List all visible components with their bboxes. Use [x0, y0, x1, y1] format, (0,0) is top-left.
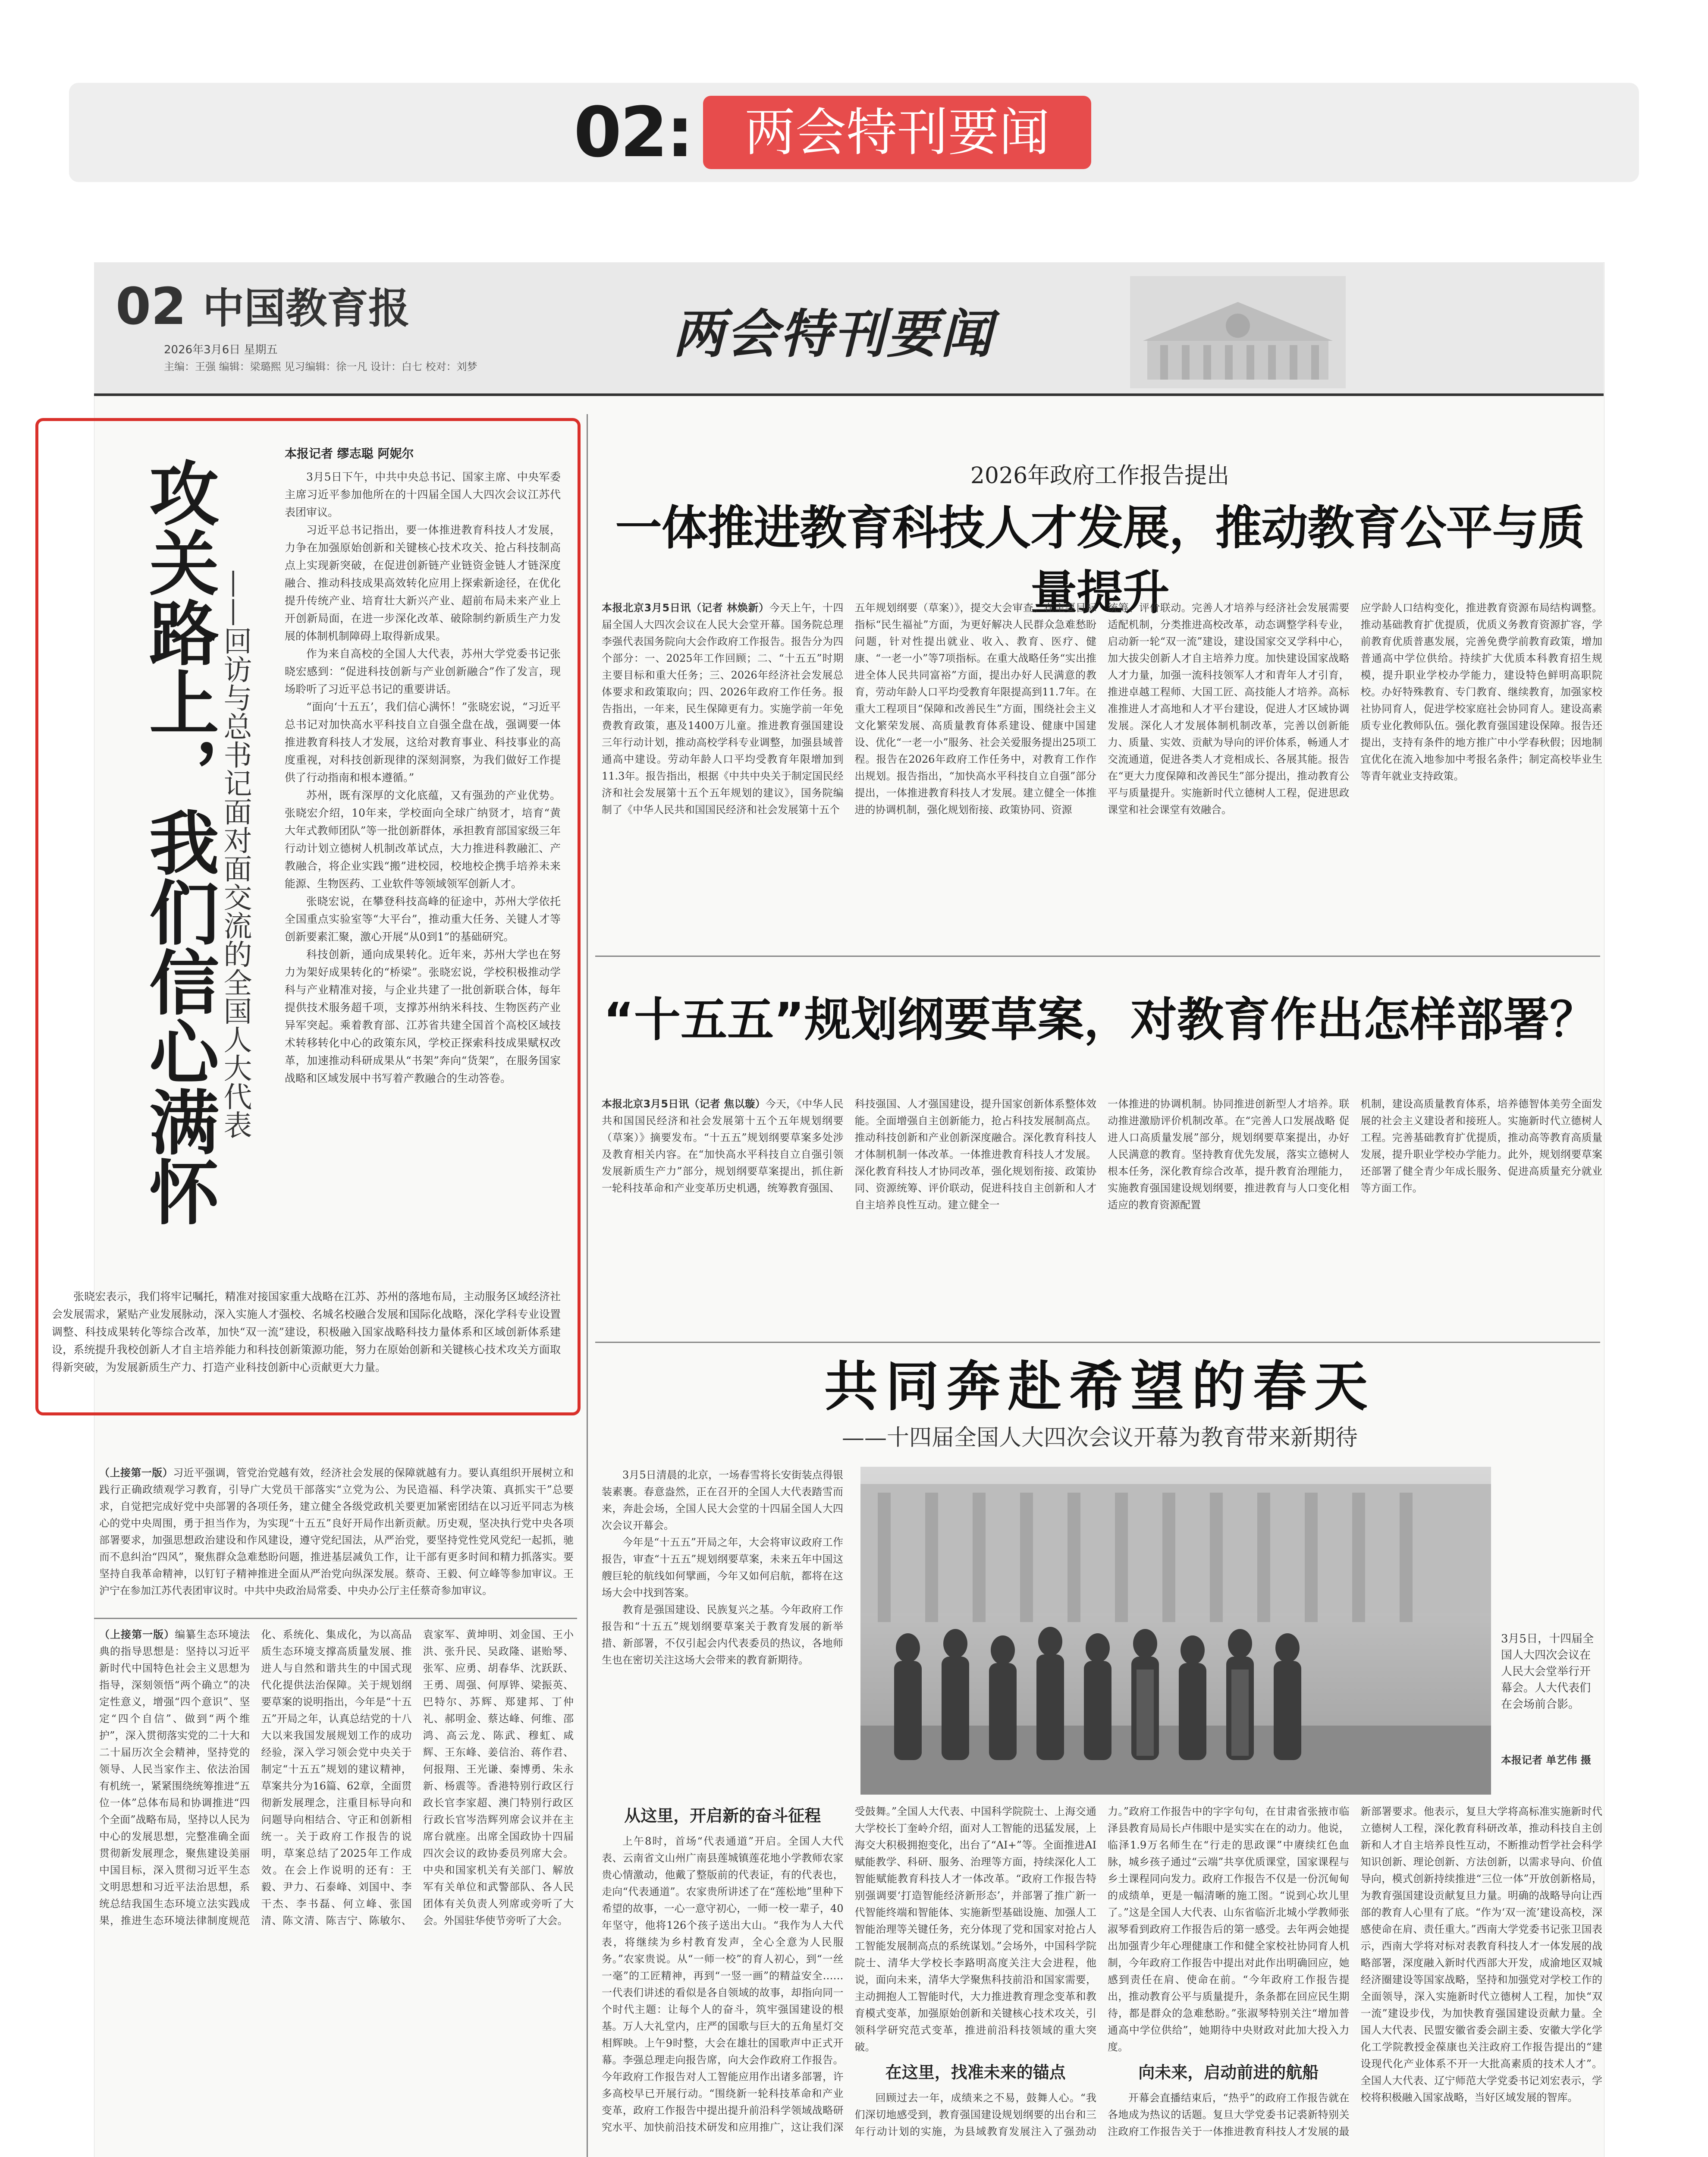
article1-body — [602, 600, 1602, 949]
divider — [94, 1618, 577, 1619]
article3-paragraph: 今年是“十五五”开局之年，大会将审议政府工作报告，审查“十五五”规划纲要草案，未来五年中国这艘巨轮的航线如何擘画，今年又如何启航，都将在这场大会中找到答案。 — [602, 1536, 843, 1599]
continued-story-1 — [99, 1465, 574, 1616]
article1-headline: 一体推进教育科技人才发展，推动教育公平与质量提升 — [615, 501, 1585, 620]
article2-headline: “十五五”规划纲要草案，对教育作出怎样部署？ — [603, 993, 1596, 1047]
column-divider — [587, 414, 588, 2157]
photo-credit: 本报记者 单艺伟 摄 — [1501, 1754, 1591, 1766]
delegates-group-photo — [860, 1467, 1491, 1795]
article2-column: 本报北京3月5日讯（记者 焦以璇）今天，《中华人民共和国国民经济和社会发展第十五个五年规划纲要（草案）》摘要发布。“十五五”规划纲要草案多处涉及教育相关内容。在“加快高水平科技自立自强引领发展新质生产力”部分，规划纲要草案提出，抓住新一轮科技革命和产业变革历史机遇，统筹教育强国、 — [602, 1098, 844, 1194]
article3-paragraph: 3月5日清晨的北京，一场春雪将长安街装点得银装素裹。春意盎然，正在召开的全国人大代表踏雪而来，奔赴会场，全国人民大会堂的十四届全国人大四次会议开幕会。 — [602, 1469, 843, 1531]
article2-column: 一体推进的协调机制。协同推进创新型人才培养。联动推进激励评价机制改革。在“完善人口发展战略 促进人口高质量发展”部分，规划纲要草案提出，办好人民满意的教育。坚持教育优先发展，落实立德树人根本任务，深化教育综合改革，提升教育治理能力，实施教育强国建设规划纲要，推进教育与人口变化相适应的教育资源配置 — [1108, 1098, 1350, 1211]
article3-paragraph: 开幕会直播结束后，“热乎”的政府工作报告就在各地成为热议的话题。复旦大学党委书记裘新特别关注政府工作报告关于一体推进教育科技人才发展的最新部署要求。他表示，复旦大学将高标准实施新时代立德树人工程，深化教育科研改革，推动科技自主创新和人才自主培养良性互动，不断推动哲学社会科学知识创新、理论创新、方法创新，以需求导向、价值导向，模式创新持续推进“三位一体”开放创新格局，为教育强国建设贡献复旦力量。明确的战略导向让西部的教育人心里有了底。“作为‘双一流’建设高校，深感使命在肩、责任重大。”西南大学党委书记张卫国表示，西南大学将对标对表教育科技人才一体发展的战略部署，深度融入新时代西部大开发，成渝地区双城经济圈建设等国家战略，坚持和加强党对学校工作的全面领导，深入实施新时代立德树人工程，加快“双一流”建设步伐，为加快教育强国建设贡献力量。全国人大代表、民盟安徽省委会副主委、安徽大学化学化工学院教授金葆康也关注政府工作报告提出的“建设现代化产业体系不开一大批高素质的技术人才”。全国人大代表、辽宁师范大学党委书记刘宏表示，学校将积极融入国家战略，当好区域发展的智库。 — [1108, 1805, 1602, 2138]
article2-column: 机制，建设高质量教育体系，培养德智体美劳全面发展的社会主义建设者和接班人。实施新时代立德树人工程。完善基础教育扩优提质，推动高等教育高质量发展，提升职业学校办学能力。此外，规划纲要草案还部署了健全青少年成长服务、促进高质量充分就业等方面工作。 — [1360, 1098, 1602, 1194]
continued-text: 编纂生态环境法典的指导思想是：坚持以习近平新时代中国特色社会主义思想为指导，深刻领悟“两个确立”的决定性意义，增强“四个意识”、坚定“四个自信”、做到“两个维护”，深入贯彻落实党的二十大和二十届历次全会精神，坚持党的领导、人民当家作主、依法治国有机统一，紧紧围绕统筹推进“五位一体”总体布局和协调推进“四个全面”战略布局，坚持以人民为中心的发展思想，完整准确全面贯彻新发展理念，聚焦建设美丽中国目标，深入贯彻习近平生态文明思想和习近平法治思想，系统总结我国生态环境立法实践成果，推进生态环境法律制度规范化、系统化、集成化，为以高品质生态环境支撑高质量发展、推进人与自然和谐共生的中国式现代化提供法治保障。关于规划纲要草案的说明指出，今年是“十五五”开局之年，认真总结党的十八大以来我国发展规划工作的成功经验，深入学习领会党中央关于制定“十五五”规划的建议精神，草案共分为16篇、62章，全面贯彻新发展理念，注重目标导向和问题导向相结合、守正和创新相统一。关于政府工作报告的说明，草案总结了2025年工作成效。在会上作说明的还有：王毅、尹力、石泰峰、刘国中、李干杰、李书磊、何立峰、张国清、陈文清、陈吉宁、陈敏尔、袁家军、黄坤明、刘金国、王小洪、张升民、吴政隆、谌贻琴、张军、应勇、胡春华、沈跃跃、王勇、周强、何厚铧、梁振英、巴特尔、苏辉、郑建邦、丁仲礼、郝明金、蔡达峰、何维、邵鸿、高云龙、陈武、穆虹、咸辉、王东峰、姜信治、蒋作君、何报翔、王光谦、秦博勇、朱永新、杨震等。香港特别行政区行政长官李家超、澳门特别行政区行政长官岑浩辉列席会议并在主席台就座。出席全国政协十四届四次会议的政协委员列席大会。中央和国家机关有关部门、解放军有关单位和武警部队、各人民团体有关负责人列席或旁听了大会。外国驻华使节旁听了大会。 — [99, 1629, 574, 1927]
editor-credits: 主编：王强 编辑：梁璐熙 见习编辑：徐一凡 设计：白七 校对：刘梦 — [164, 361, 477, 373]
feature-subheadline: ——回访与总书记面对面交流的全国人大代表 — [219, 569, 252, 1139]
feature-paragraph: 3月5日下午，中共中央总书记、国家主席、中央军委主席习近平参加他所在的十四届全国人大四次会议江苏代表团审议。 — [285, 471, 561, 519]
page-number: 02: — [574, 92, 692, 173]
photo-caption: 3月5日，十四届全国人大四次会议在人民大会堂举行开幕会。人大代表们在会场前合影。 — [1501, 1632, 1594, 1711]
article2-byline: 本报北京3月5日讯（记者 焦以璇） — [602, 1098, 766, 1110]
divider — [595, 956, 1600, 957]
feature-paragraph: 张晓宏说，在攀登科技高峰的征途中，苏州大学依托全国重点实验室等“大平台”，推动重大任务、关键人才等创新要素汇聚，激心开展“从0到1”的基础研究。 — [285, 895, 561, 943]
continued-label: （上接第一版） — [99, 1629, 175, 1641]
masthead-divider — [94, 393, 1604, 396]
section-heading: 从这里，开启新的奋斗征程 — [624, 1806, 821, 1825]
article3-paragraph: 回顾过去一年，成绩来之不易，鼓舞人心。“我们深切地感受到，教育强国建设规划纲要的出台和三年行动计划的实施，为县域教育发展注入了强劲动力。”政府工作报告中的字字句句，在甘肃省张掖市临泽县教育局局长卢伟眼中是实实在在的动力。他说，临泽1.9万名师生在“行走的思政课”中赓续红色血脉，城乡孩子通过“云端”共享优质课堂，国家课程与乡土课程同向发力。政府工作报告不仅是一份沉甸甸的成绩单，更是一幅清晰的施工图。“说到心坎儿里了。”这是全国人大代表、山东省临沂北城小学教师张淑琴看到政府工作报告后的第一感受。去年两会她提出加强青少年心理健康工作和健全家校社协同育人机制，今年政府工作报告中提出对此作出明确回应，她感到责任在肩、使命在前。“今年政府工作报告提出，推动教育公平与质量提升，条条都在回应民生期待，都是群众的急难愁盼。”张淑琴特别关注“增加普通高中学位供给”，她期待中央财政对此加大投入力度。 — [854, 1805, 1350, 2138]
continued-story-2 — [99, 1626, 574, 2157]
article3-subheadline: ——十四届全国人大四次会议开幕为教育带来新期待 — [841, 1425, 1358, 1451]
article3-paragraph: 上午8时，首场“代表通道”开启。全国人大代表、云南省文山州广南县莲城镇莲花地小学教师农家贵心情激动，他戴了整版前的代表证，有的代表也，走向“代表通道”。农家贵所讲述了在“莲松地”里种下希望的故事，一心一意守初心，一师一校一辈子，40年坚守，他将126个孩子送出大山。“我作为人大代表，将继续为乡村教育发声，全心全意为人民服务。”农家贵说。从“一师一校”的育人初心，到“一丝一毫”的工匠精神，再到“一竖一画”的精益安全……一代表们讲述的看似是各自领域的故事，却指向同一个时代主题：让每个人的奋斗，筑牢强国建设的根基。万人大礼堂内，庄严的国歌与巨大的五角星灯交相辉映。上午9时整，大会在雄壮的国歌声中正式开幕。李强总理走向报告席，向大会作政府工作报告。今年政府工作报告对人工智能应用作出诸多部署，许多高校早已开展行动。“围绕新一轮科技革命和产业变革，政府工作报告中提出提升前沿科学领域战略研究水平、加快前沿技术研发和应用推广，这让我们深受鼓舞。”全国人大代表、中国科学院院士、上海交通大学校长丁奎岭介绍，面对人工智能的迅猛发展，上海交大积极拥抱变化，出台了“AI+”等。全面推进AI赋能教学、科研、服务、治理等方面，持续深化人工智能赋能教育科技人才一体改革。“政府工作报告特别强调要‘打造智能经济新形态’，并部署了推广新一代智能终端和智能体、实施新型基础设施、加强人工智能治理等关键任务，充分体现了党和国家对抢占人工智能发展制高点的系统谋划。”会场外，中国科学院院士、清华大学校长李路明高度关注大会进程，他说，面向未来，清华大学聚焦科技前沿和国家需要，主动拥抱人工智能时代，大力推进教育理念变革和教育模式变革，加强原始创新和关键核心技术攻关，引领科学研究范式变革，推进前沿科技领域的重大突破。 — [602, 1805, 1096, 2133]
feature-paragraph: 科技创新，通向成果转化。近年来，苏州大学也在努力为架好成果转化的“桥梁”。张晓宏说，学校积极推动学科与产业精准对接，与企业共建了一批创新联合体，每年提供技术服务超千项，支撑苏州纳米科技、生物医药产业异军突起。乘着教育部、江苏省共建全国首个高校区域技术转移转化中心的政策东风，学校正探索科技成果赋权改革，加速推动科研成果从“书架”奔向“货架”，在服务国家战略和区域发展中书写着产教融合的生动答卷。 — [285, 948, 561, 1085]
masthead-page-number: 02 — [116, 277, 187, 336]
article1-kicker: 2026年政府工作报告提出 — [970, 463, 1230, 489]
feature-paragraph: 习近平总书记指出，要一体推进教育科技人才发展，力争在加强原始创新和关键核心技术攻关、抢占科技制高点上实现新突破，在促进创新链产业链资金链人才链深度融合、推动科技成果高效转化应用上探索新途径，在优化提升传统产业、培育壮大新兴产业、超前布局未来产业上开创新局面，在进一步深化改革、破除制约新质生产力发展的体制机制障碍上取得新成果。 — [285, 524, 561, 642]
feature-headline: 攻关路上，我们信心满怀 — [138, 457, 220, 1226]
article1-byline: 本报北京3月5日讯（记者 林焕新） — [602, 602, 769, 614]
article2-column: 科技强国、人才强国建设，提升国家创新体系整体效能。全面增强自主创新能力，抢占科技发展制高点。推动科技创新和产业创新深度融合。深化教育科技人才体制机制一体改革。一体推进教育科技人才发展。深化教育科技人才协同改革，强化规划衔接、政策协同、资源统筹、评价联动，促进科技自主创新和人才自主培养良性互动。建立健全一 — [854, 1098, 1096, 1211]
article1-column: 应学龄人口结构变化，推进教育资源布局结构调整。推动基础教育扩优提质，优质义务教育资源扩容，学前教育优质普惠发展，完善免费学前教育政策，增加普通高中学位供给。持续扩大优质本科教育招生规模，提升职业学校办学能力，建设特色鲜明高职院校。办好特殊教育、专门教育、继续教育，加强家校社协同育人，促进学校家庭社会协同育人。建设高素质专业化教师队伍。强化教育强国建设保障。报告还提出，支持有条件的地方推广中小学春秋假；因地制宜优化在流入地参加中考报名条件；制定高校毕业生等青年就业支持政策。 — [1360, 602, 1602, 782]
article3-body — [602, 1803, 1602, 2157]
feature-paragraph: “面向‘十五五’，我们信心满怀！”张晓宏说，“习近平总书记对加快高水平科技自立自强全盘在战，强调要一体推进教育科技人才发展，这给对教育事业、科技事业的高度重视，对科技创新现律的深刻洞察，为我们做好工作提供了行动指南和根本遵循。” — [285, 701, 561, 784]
newspaper-name: 中国教育报 — [203, 284, 410, 333]
feature-byline: 本报记者 缪志聪 阿妮尔 — [285, 446, 414, 461]
section-label-badge[interactable]: 两会特刊要闻 — [703, 96, 1091, 169]
great-hall-icon — [1130, 276, 1346, 388]
article2-body — [602, 1096, 1602, 1337]
feature-paragraph: 作为来自高校的全国人大代表，苏州大学党委书记张晓宏感到：“促进科技创新与产业创新融合”作了发言，现场聆听了习近平总书记的重要讲话。 — [285, 648, 561, 695]
article1-column: 本报北京3月5日讯（记者 林焕新）今天上午，十四届全国人大四次会议在人民大会堂开幕。国务院总理李强代表国务院向大会作政府工作报告。报告分为四个部分：一、2025年工作回顾；二、“十五五”时期主要目标和重大任务；三、2026年经济社会发展总体要求和政策取向；四、2026年政府工作任务。报告指出，一年来，民生保障更有力。实施学前一年免费教育政策，惠及1400万儿童。推进教育强国建设三年行动计划，推动高校学科专业调整，加强县域普通高中建设。劳动年龄人口平均受教育年限增加到11.3年。报告指出，根据《中共中央关于制定国民经济和社会发展第十五个五年规划的建议》，国务院编制了《中华人民共和国国民经济和社会发展第十五个 — [602, 602, 844, 816]
masthead-section-title: 两会特刊要闻 — [673, 304, 994, 365]
divider — [595, 1342, 1600, 1343]
feature-body-upper — [285, 468, 561, 1279]
feature-paragraph: 苏州，既有深厚的文化底蕴，又有强劲的产业优势。张晓宏介绍，10年来，学校面向全球广纳贤才，培育“黄大年式教师团队”等一批创新群体，承担教育部国家级三年行动计划立德树人机制改革试点，大力推进科教融汇、产教融合，将企业实践“搬”进校园，校地校企携手培养未来能源、生物医药、工业软件等领域领军创新人才。 — [285, 789, 561, 890]
article1-column: 统筹、评价联动。完善人才培养与经济社会发展需要适配机制，分类推进高校改革，动态调整学科专业，启动新一轮“双一流”建设，建设国家交叉学科中心，加大拔尖创新人才自主培养力度。加快建设国家战略人才力量，加强一流科技领军人才和青年人才引育，推进卓越工程师、大国工匠、高技能人才培养。高标准推进人才高地和人才平台建设，促进人才区域协调发展。深化人才发展体制机制改革，完善以创新能力、质量、实效、贡献为导向的评价体系，畅通人才交流通道，促进各类人才竞相成长、各展其能。报告在“更大力度保障和改善民生”部分提出，推动教育公平与质量提升。实施新时代立德树人工程，促进思政课堂和社会课堂有效融合。 — [1108, 602, 1350, 816]
article3-paragraph: 教育是强国建设、民族复兴之基。今年政府工作报告和“十五五”规划纲要草案关于教育发展的新举措、新部署，不仅引起会内代表委员的热议，各地师生也在密切关注这场大会带来的教育新期待。 — [602, 1604, 843, 1666]
section-heading: 在这里，找准未来的锚点 — [885, 2063, 1066, 2082]
continued-label: （上接第一版） — [99, 1467, 173, 1479]
feature-paragraph: 张晓宏表示，我们将牢记嘱托，精准对接国家重大战略在江苏、苏州的落地布局，主动服务区域经济社会发展需求，紧贴产业发展脉动，深入实施人才强校、名城名校融合发展和国际化战略，深化学科专业设置调整、科技成果转化等综合改革，加快“双一流”建设，积极融入国家战略科技力量体系和区域创新体系建设，系统提升我校创新人才自主培养能力和科技创新策源功能，努力在原始创新和关键核心技术攻关方面取得新突破，为发展新质生产力、打造产业科技创新中心贡献更大力量。 — [52, 1290, 561, 1374]
continued-text: 习近平强调，管党治党越有效，经济社会发展的保障就越有力。要认真组织开展树立和践行正确政绩观学习教育，引导广大党员干部落实“立党为公、为民造福、科学决策、真抓实干”总要求，自觉把完成好党中央部署的各项任务，建立健全各级党政机关要更加紧密团结在以习近平同志为核心的党中央周围，勇于担当作为，为实现“十五五”良好开局作出新贡献。历史观，坚决执行党中央各项部署要求，加强思想政治建设和作风建设，遵守党纪国法，从严治党，要坚持党性党风党纪一起抓，驰而不息纠治“四风”，聚焦群众急难愁盼问题，推进基层减负工作，让干部有更多时间和精力抓落实。要坚持自我革命精神，以钉钉子精神推进全面从严治党向纵深发展。蔡奇、王毅、何立峰等参加审议。王沪宁在参加江苏代表团审议时。中共中央政治局常委、中央办公厅主任蔡奇参加审议。 — [99, 1467, 574, 1597]
issue-date: 2026年3月6日 星期五 — [164, 343, 278, 356]
article1-column: 五年规划纲要（草案）》，提交大会审查。在主要目标指标“民生福祉”方面，为更好解决人民群众急难愁盼问题，针对性提出就业、收入、教育、医疗、健康、“一老一小”等7项指标。在重大战略任务“实出推进全体人民共同富裕”方面，提出办好人民满意的教育，劳动年龄人口平均受教育年限提高到11.7年。在重大工程项目“保障和改善民生”方面，围绕社会主义文化繁荣发展、高质量教育体系建设、健康中国建设、优化“一老一小”服务、社会关爱服务提出25项工程。报告在2026年政府工作任务中，对教育工作作出规划。报告指出，“加快高水平科技自立自强”部分提出，一体推进教育科技人才发展。建立健全一体推进的协调机制，强化规划衔接、政策协同、资源 — [854, 602, 1096, 816]
feature-body-lower — [52, 1288, 561, 1400]
article3-headline: 共同奔赴希望的春天 — [824, 1356, 1375, 1418]
section-heading: 向未来，启动前进的航船 — [1138, 2063, 1319, 2082]
